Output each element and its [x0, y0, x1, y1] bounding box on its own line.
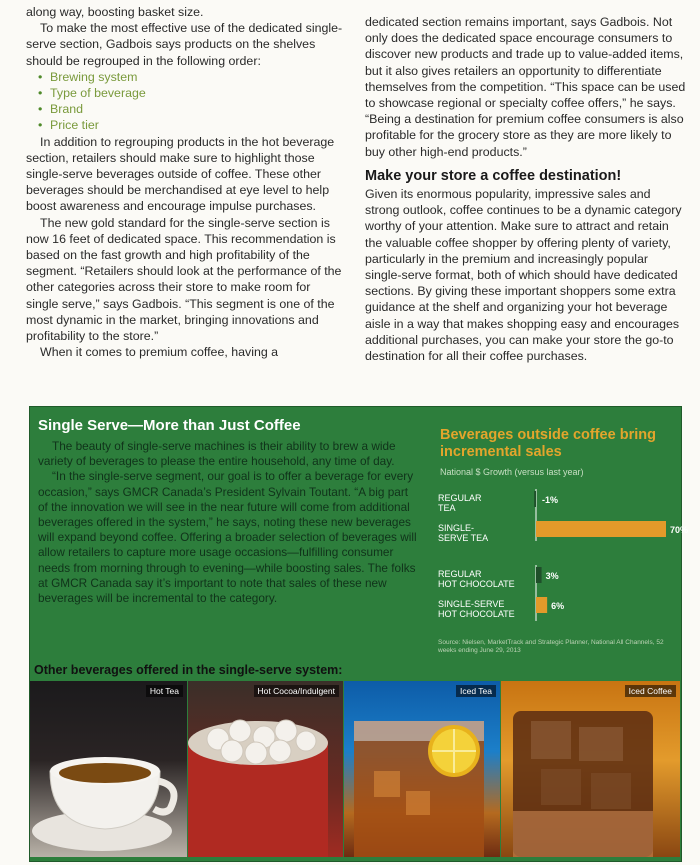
sidebar-paragraph-2: “In the single-serve segment, our goal is to offer a beverage for every occasion,” says GMCR Canada’s President Sylvain Toutant. “A big part of the innovation we will see in the near future will come from additional beverages offered in the system,” he says, noting these new beverages will expand beyond coffee. Offering a broader selection of beverages will allow retailers to capture more usage occasions—fulfilling consumer needs from morning through to evening—while boosting sales. The folks at GMCR Canada say it’s important to note that sales of these new beverages will be incremental to the category.	[38, 469, 417, 606]
value-label: 3%	[545, 571, 559, 581]
list-item: • Brewing system	[38, 69, 344, 85]
regroup-order-list	[26, 69, 344, 134]
right-paragraph-1: dedicated section remains important, says Gadbois. Not only does the dedicated space encourage consumers to discover new products and trade up to value-added items, but it also gives retailers an opportunity to differentiate themselves from the competition. “This space can be used to showcase regional or specialty coffee offers,” he says. “Being a destination for premium coffee consumers is also profitable for the grocery store as they are more likely to buy other high-end products.”	[365, 15, 686, 159]
photo-label: Iced Tea	[456, 685, 496, 697]
value-label: 6%	[551, 601, 565, 611]
left-paragraph-3: In addition to regrouping products in the hot beverage section, retailers should make sure to highlight those single-serve beverages outside of coffee. These other beverages should be merchandised at eye level to help boost awareness and encourage impulse purchases.	[26, 134, 335, 214]
list-item: • Brand	[38, 101, 344, 117]
iced-coffee-photo	[501, 681, 680, 857]
value-label: -1%	[542, 495, 559, 505]
left-paragraph-1: along way, boosting basket size.	[26, 5, 204, 19]
chart-title: Beverages outside coffee bring incremental sales	[440, 427, 656, 460]
left-paragraph-5: When it comes to premium coffee, having a	[40, 345, 279, 360]
chart-subtitle: National $ Growth (versus last year)	[440, 467, 584, 477]
value-label: 70%	[670, 525, 689, 535]
category-label: SINGLE-SERVE	[438, 599, 505, 609]
hot-tea-photo	[30, 681, 187, 857]
cocoa-mug-illustration	[188, 681, 343, 857]
photo-label: Hot Cocoa/Indulgent	[254, 685, 340, 697]
right-paragraph-2: Given its enormous popularity, impressive sales and strong outlook, coffee continues to be a dynamic category worthy of your attention. Make sure to attract and retain the valuable coffee shopper by offering plenty of variety, particularly in the premium and increasingly popular single-serve format, both of which should have dedicated sections. By giving these important shoppers some extra guidance at the shelf and organizing your hot beverage aisle in a way that makes shopping easy and encourages additional purchases, you can make your store the go-to destination for all their coffee purchases.	[365, 187, 682, 364]
sidebar-paragraph-1: The beauty of single-serve machines is their ability to brew a wide variety of beverages to please the entire household, any time of day.	[38, 439, 396, 469]
list-item: • Price tier	[38, 117, 344, 133]
iced-coffee-glass-illustration	[501, 681, 680, 857]
bar	[536, 521, 666, 537]
chart-source-note: Source: Nielsen, MarketTrack and Strategic Planner, National All Channels, 52 weeks ending June 29, 2013	[438, 639, 664, 654]
left-paragraph-4: The new gold standard for the single-serve section is now 16 feet of dedicated space. This recommendation is based on the fast growth and high profitability of the segment. “Retailers should look at the performance of the other categories across their store to make room for single serve,” says Gadbois. “This segment is one of the most dynamic in the market, bringing innovations and profitability to the store.”	[26, 215, 342, 344]
bar	[536, 597, 547, 613]
category-label: SINGLE-	[438, 523, 475, 533]
single-serve-sidebar-panel	[29, 406, 689, 862]
iced-tea-glass-illustration	[344, 681, 500, 857]
bar	[534, 491, 536, 507]
category-label: TEA	[438, 503, 456, 513]
sidebar-title: Single Serve—More than Just Coffee	[38, 417, 301, 434]
other-beverages-title: Other beverages offered in the single-serve system:	[34, 663, 343, 677]
left-column	[26, 4, 344, 360]
photo-label: Hot Tea	[146, 685, 183, 697]
iced-tea-photo	[344, 681, 500, 857]
category-label: SERVE TEA	[438, 533, 489, 543]
left-paragraph-2: To make the most effective use of the dedicated single-serve section, Gadbois says products on the shelves should be regrouped in the following order:	[26, 21, 343, 68]
hot-cocoa-photo	[188, 681, 343, 857]
growth-bar-chart	[434, 485, 689, 635]
bar	[536, 567, 542, 583]
category-label: HOT CHOCOLATE	[438, 609, 515, 619]
right-column	[365, 14, 687, 364]
list-item: • Type of beverage	[38, 85, 344, 101]
category-label: REGULAR	[438, 493, 482, 503]
sidebar-text	[38, 439, 418, 606]
photo-label: Iced Coffee	[625, 685, 676, 697]
category-label: HOT CHOCOLATE	[438, 579, 515, 589]
category-label: REGULAR	[438, 569, 482, 579]
teacup-illustration	[30, 681, 187, 857]
section-heading: Make your store a coffee destination!	[365, 167, 622, 184]
